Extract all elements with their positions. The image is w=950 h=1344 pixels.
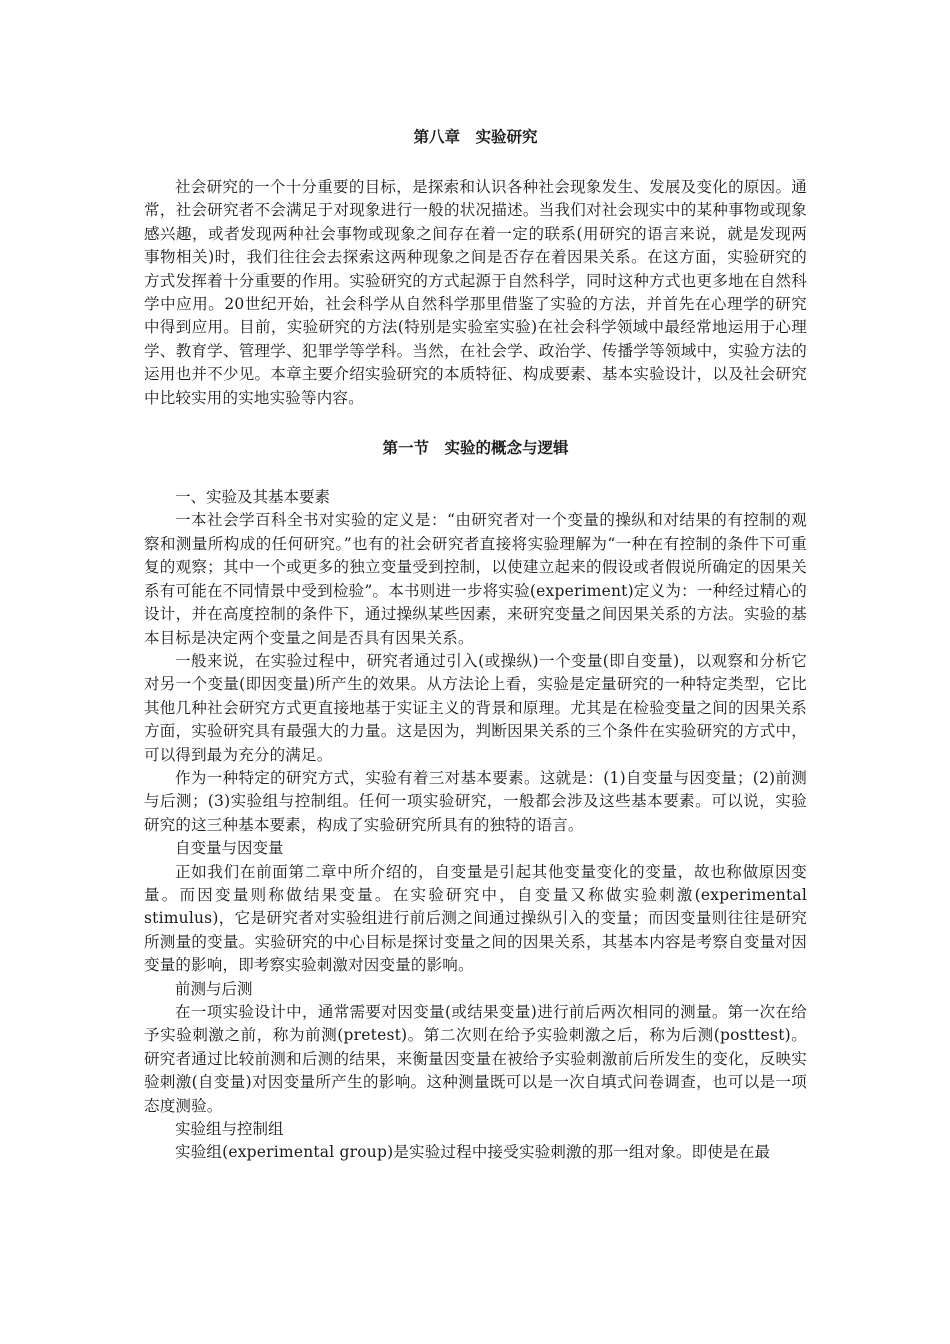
paragraph-general: 一般来说，在实验过程中，研究者通过引入(或操纵)一个变量(即自变量)，以观察和分析它对另一个变量(即因变量)所产生的效果。从方法论上看，实验是定量研究的一种特定类型，它比其他几种社会研究方式更直接地基于实证主义的背景和原理。尤其是在检验变量之间的因果关系方面，实验研究具有最强大的力量。这是因为，判断因果关系的三个条件在实验研究的方式中，可以得到最为充分的满足。 xyxy=(144,651,807,764)
section-title: 第一节 实验的概念与逻辑 xyxy=(382,438,569,458)
paragraph-tests: 在一项实验设计中，通常需要对因变量(或结果变量)进行前后两次相同的测量。第一次在给予实验刺激之前，称为前测(pretest)。第二次则在给予实验刺激之后，称为后测(posttest)。研究者通过比较前测和后测的结果，来衡量因变量在被给予实验刺激前后所发生的变化，反映实验刺激(自变量)对因变量所产生的影响。这种测量既可以是一次自填式问卷调查，也可以是一项态度测验。 xyxy=(144,1003,807,1115)
intro-paragraph: 社会研究的一个十分重要的目标，是探索和认识各种社会现象发生、发展及变化的原因。通常，社会研究者不会满足于对现象进行一般的状况描述。当我们对社会现实中的某种事物或现象感兴趣，或者发现两种社会事物或现象之间存在着一定的联系(用研究的语言来说，就是发现两事物相关)时，我们往往会去探索这两种现象之间是否存在着因果关系。在这方面，实验研究的方式发挥着十分重要的作用。实验研究的方式起源于自然科学，同时这种方式也更多地在自然科学中应用。20世纪开始，社会科学从自然科学那里借鉴了实验的方法，并首先在心理学的研究中得到应用。目前，实验研究的方法(特别是实验室实验)在社会科学领域中最经常地运用于心理学、教育学、管理学、犯罪学等学科。当然，在社会学、政治学、传播学等领域中，实验方法的运用也并不少见。本章主要介绍实验研究的本质特征、构成要素、基本实验设计，以及社会研究中比较实用的实地实验等内容。 xyxy=(144,178,807,407)
paragraph-elements: 作为一种特定的研究方式，实验有着三对基本要素。这就是：(1)自变量与因变量；(2)前测与后测；(3)实验组与控制组。任何一项实验研究，一般都会涉及这些基本要素。可以说，实验研究的这三种基本要素，构成了实验研究所具有的独特的语言。 xyxy=(144,768,807,834)
page-content xyxy=(144,125,807,1165)
subsection-heading-1: 一、实验及其基本要素 xyxy=(175,488,331,507)
heading-tests: 前测与后测 xyxy=(175,979,253,998)
paragraph-variables: 正如我们在前面第二章中所介绍的，自变量是引起其他变量变化的变量，故也称做原因变量。而因变量则称做结果变量。在实验研究中，自变量又称做实验刺激(experimental stimulus)，它是研究者对实验组进行前后测之间通过操纵引入的变量；而因变量则往往是研究所测量的变量。实验研究的中心目标是探讨变量之间的因果关系，其基本内容是考察自变量对因变量的影响，即考察实验刺激对因变量的影响。 xyxy=(144,862,807,975)
heading-groups: 实验组与控制组 xyxy=(175,1120,284,1139)
paragraph-definition: 一本社会学百科全书对实验的定义是：“由研究者对一个变量的操纵和对结果的有控制的观察和测量所构成的任何研究。”也有的社会研究者直接将实验理解为“一种在有控制的条件下可重复的观察；其中一个或更多的独立变量受到控制，以使建立起来的假设或者假说所确定的因果关系有可能在不同情景中受到检验”。本书则进一步将实验(experiment)定义为：一种经过精心的设计，并在高度控制的条件下，通过操纵某些因素，来研究变量之间因果关系的方法。实验的基本目标是决定两个变量之间是否具有因果关系。 xyxy=(144,511,807,647)
chapter-title: 第八章 实验研究 xyxy=(413,127,538,146)
heading-variables: 自变量与因变量 xyxy=(175,839,284,858)
paragraph-groups: 实验组(experimental group)是实验过程中接受实验刺激的那一组对象。即使是在最 xyxy=(175,1143,771,1162)
